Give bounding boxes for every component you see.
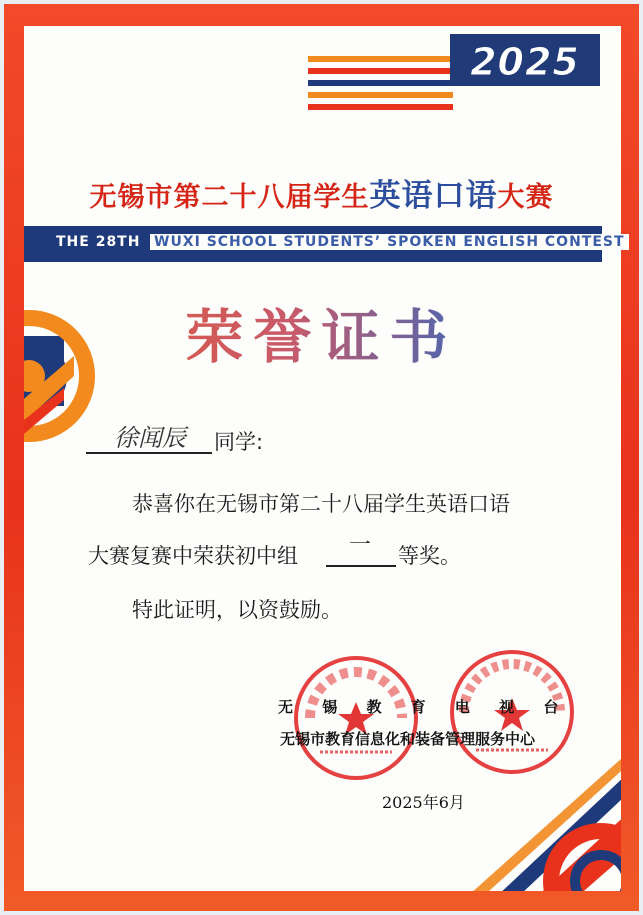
top-stripe [308,56,453,62]
body-line-1: 恭喜你在无锡市第二十八届学生英语口语 [132,492,510,516]
issue-date: 2025年6月 [382,793,465,812]
name-underline [86,452,212,454]
year-label: 2025 [470,40,580,84]
recipient-suffix: 同学: [214,430,264,454]
title-en-part2: WUXI SCHOOL STUDENTS’ SPOKEN ENGLISH CONTEST [150,234,629,250]
recipient-name: 徐闻辰 [114,424,186,452]
top-stripe [308,80,453,86]
body-line-2-suffix: 等奖。 [398,544,461,568]
award-grade: 一 [348,533,371,558]
title-cn-suffix: 大赛 [497,182,554,213]
title-cn-highlight: 英语口语 [369,178,498,214]
issuer-1: 无 锡 教 育 电 视 台 [278,698,571,716]
issuer-2: 无锡市教育信息化和装备管理服务中心 [280,730,536,748]
title-cn-prefix: 无锡市第二十八届学生 [89,182,370,213]
certificate-title: 荣誉证书 [0,290,643,374]
body-line-2-prefix: 大赛复赛中荣获初中组 [88,544,298,568]
seal-stamp-left [290,652,422,784]
top-stripe [308,92,453,98]
contest-title-cn [0,170,643,215]
top-stripe [308,104,453,110]
grade-underline [326,565,396,567]
title-en-part1: THE 28TH [56,234,141,250]
body-line-3: 特此证明，以资鼓励。 [132,598,342,622]
top-stripe [308,68,453,74]
